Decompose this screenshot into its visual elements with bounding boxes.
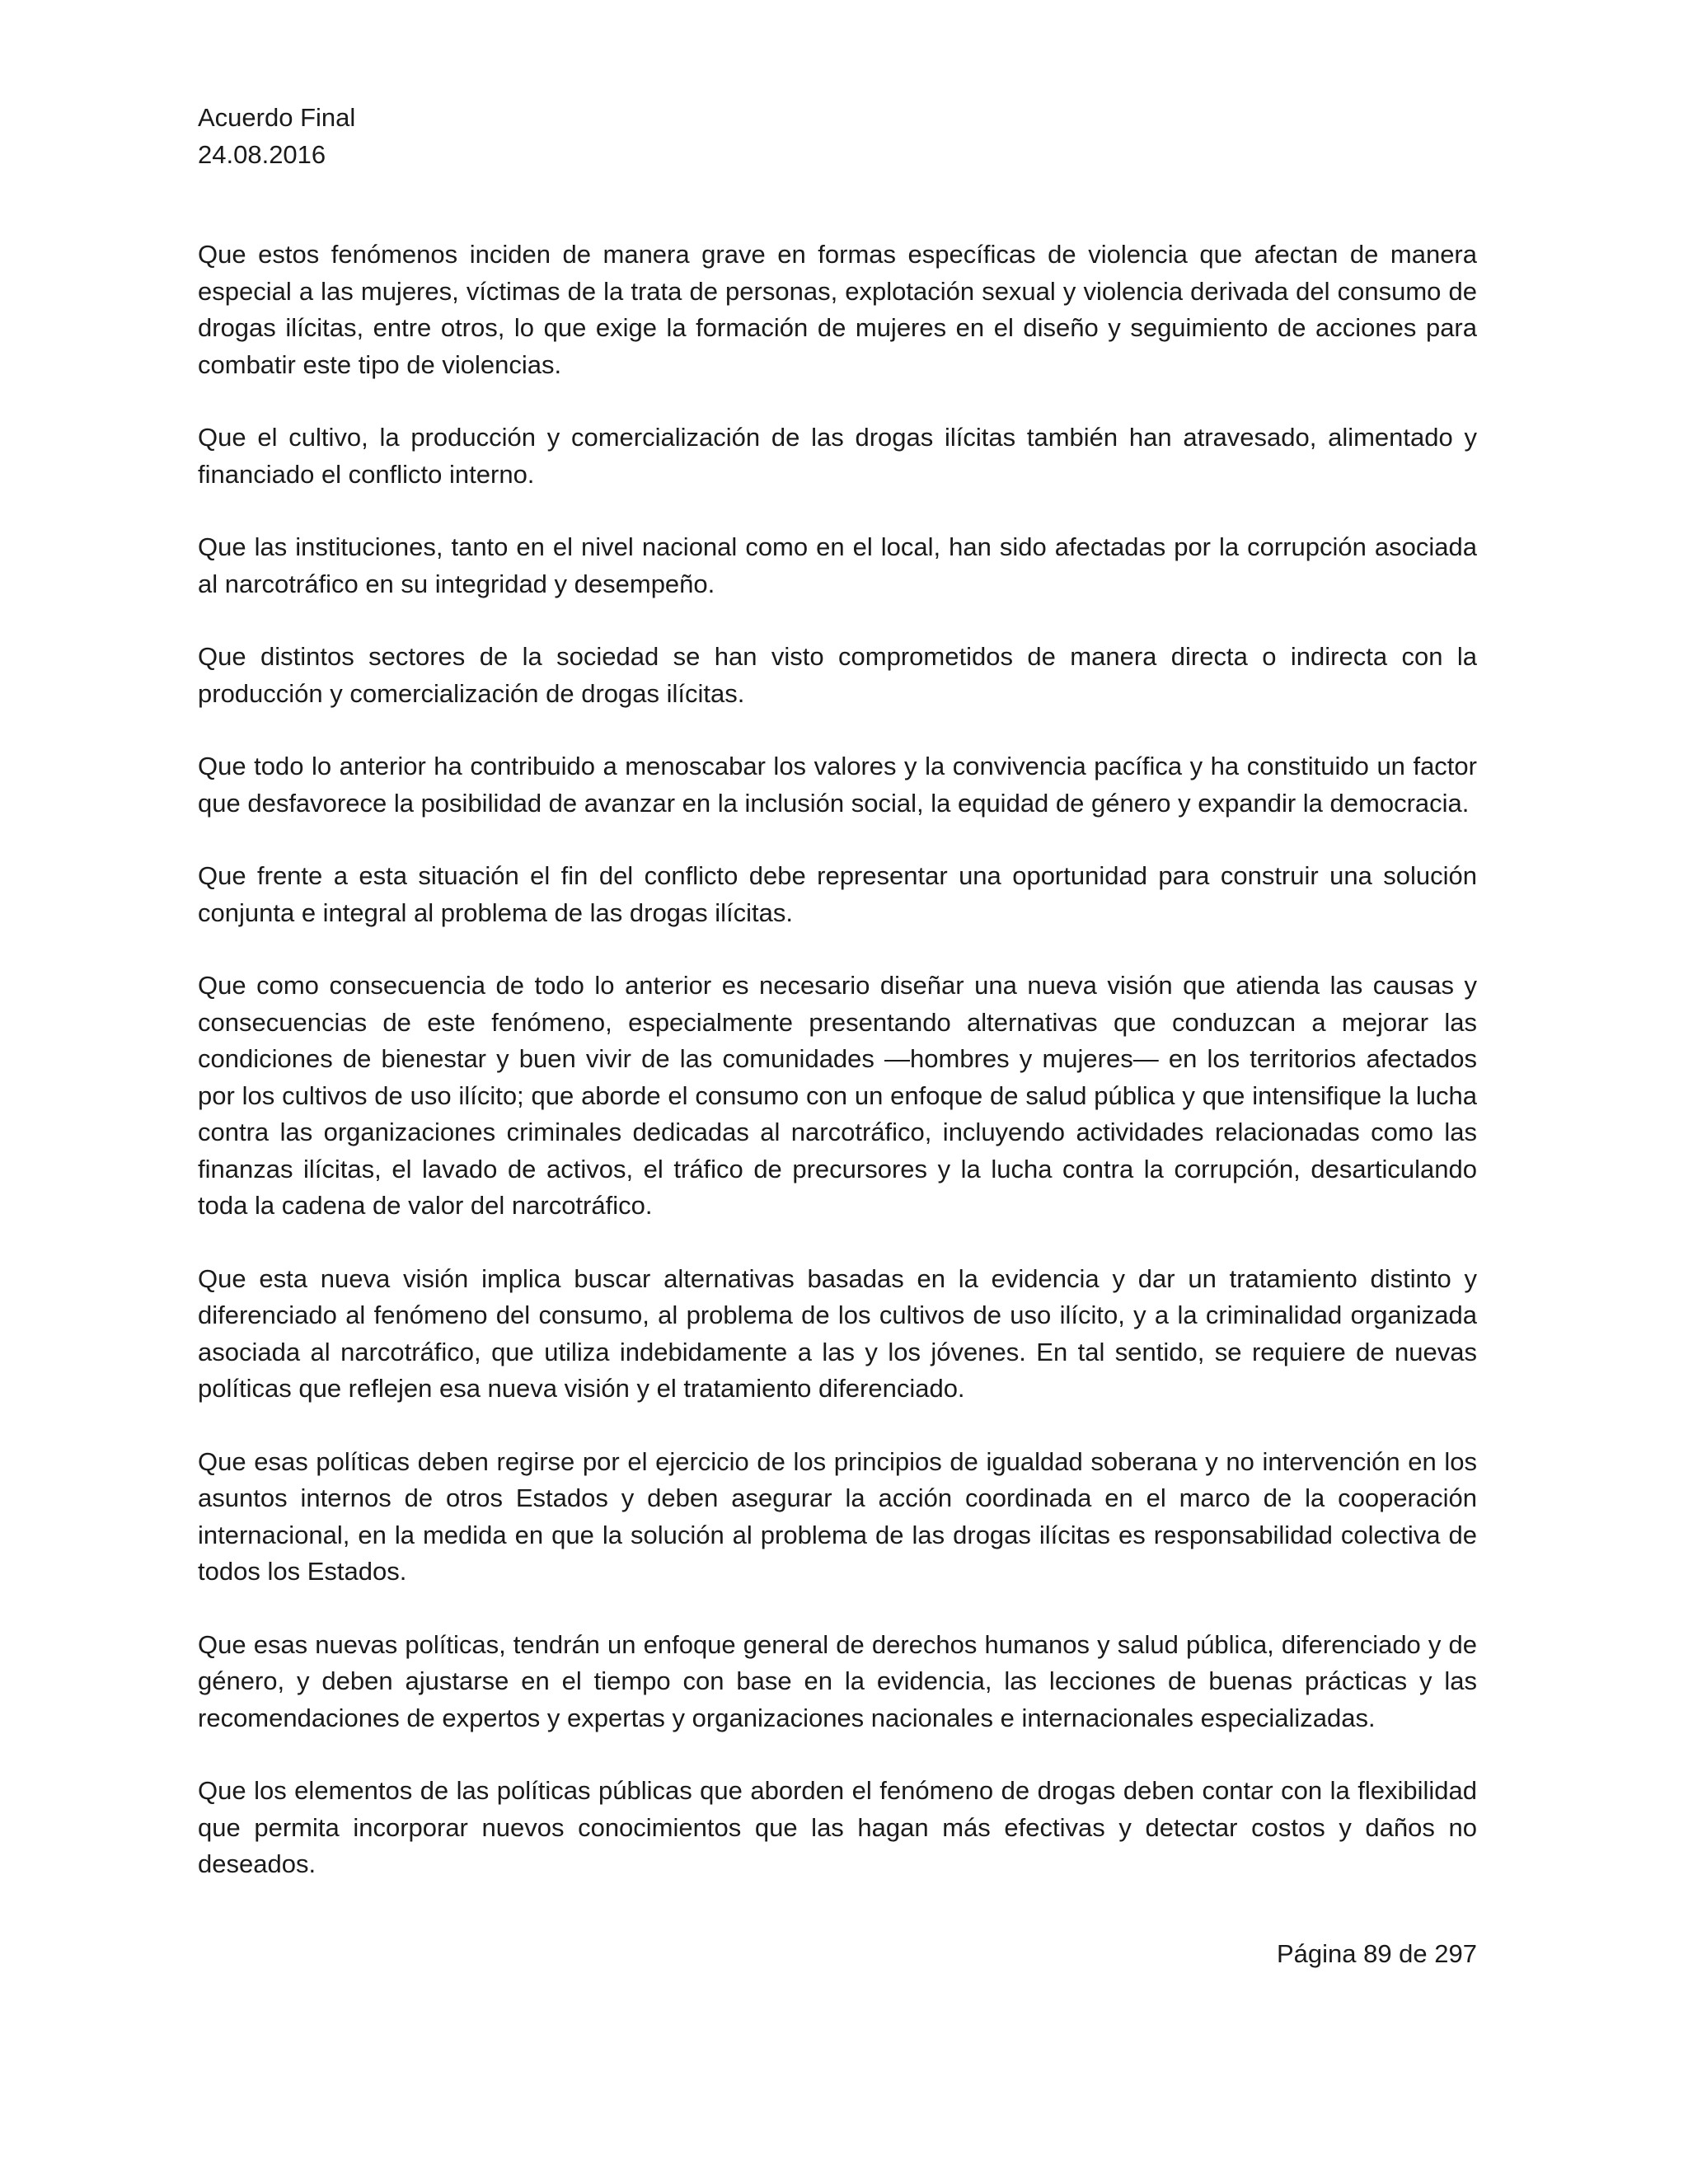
document-body (198, 237, 1477, 1919)
document-date: 24.08.2016 (198, 140, 326, 169)
paragraph: Que los elementos de las políticas públicas que aborden el fenómeno de drogas deben contar con la flexibilidad que permita incorporar nuevos conocimientos que las hagan más efectivas y detectar costos y daños no deseados. (198, 1776, 1477, 1878)
document-header (198, 99, 355, 173)
paragraph: Que todo lo anterior ha contribuido a menoscabar los valores y la convivencia pacífica y ha constituido un factor que desfavorece la posibilidad de avanzar en la inclusión social, la equidad de género y expandir la democracia. (198, 752, 1477, 818)
paragraph: Que como consecuencia de todo lo anterior es necesario diseñar una nueva visión que atienda las causas y consecuencias de este fenómeno, especialmente presentando alternativas que conduzcan a mejorar las condiciones de bienestar y buen vivir de las comunidades —hombres y mujeres— en los territorios afectados por los cultivos de uso ilícito; que aborde el consumo con un enfoque de salud pública y que intensifique la lucha contra las organizaciones criminales dedicadas al narcotráfico, incluyendo actividades relacionadas como las finanzas ilícitas, el lavado de activos, el tráfico de precursores y la lucha contra la corrupción, desarticulando toda la cadena de valor del narcotráfico. (198, 971, 1477, 1220)
paragraph: Que el cultivo, la producción y comercialización de las drogas ilícitas también han atravesado, alimentado y financiado el conflicto interno. (198, 423, 1477, 489)
paragraph: Que esas nuevas políticas, tendrán un enfoque general de derechos humanos y salud pública, diferenciado y de género, y deben ajustarse en el tiempo con base en la evidencia, las lecciones de buenas prácticas y las recomendaciones de expertos y expertas y organizaciones nacionales e internacionales especializadas. (198, 1629, 1477, 1732)
paragraph: Que distintos sectores de la sociedad se han visto comprometidos de manera directa o indirecta con la producción y comercialización de drogas ilícitas. (198, 642, 1477, 708)
paragraph: Que las instituciones, tanto en el nivel nacional como en el local, han sido afectadas por la corrupción asociada al narcotráfico en su integridad y desempeño. (198, 532, 1477, 598)
paragraph: Que esta nueva visión implica buscar alternativas basadas en la evidencia y dar un tratamiento distinto y diferenciado al fenómeno del consumo, al problema de los cultivos de uso ilícito, y a la criminalidad organizada asociada al narcotráfico, que utiliza indebidamente a las y los jóvenes. En tal sentido, se requiere de nuevas políticas que reflejen esa nueva visión y el tratamiento diferenciado. (198, 1263, 1477, 1403)
paragraph: Que esas políticas deben regirse por el ejercicio de los principios de igualdad soberana y no intervención en los asuntos internos de otros Estados y deben asegurar la acción coordinada en el marco de la cooperación internacional, en la medida en que la solución al problema de las drogas ilícitas es responsabilidad colectiva de todos los Estados. (198, 1446, 1477, 1586)
document-title: Acuerdo Final (198, 103, 356, 132)
page-number: Página 89 de 297 (1276, 1939, 1477, 1968)
paragraph: Que frente a esta situación el fin del conflicto debe representar una oportunidad para construir una solución conjunta e integral al problema de las drogas ilícitas. (198, 861, 1477, 927)
paragraph: Que estos fenómenos inciden de manera grave en formas específicas de violencia que afectan de manera especial a las mujeres, víctimas de la trata de personas, explotación sexual y violencia derivada del consumo de drogas ilícitas, entre otros, lo que exige la formación de mujeres en el diseño y seguimiento de acciones para combatir este tipo de violencias. (198, 240, 1477, 379)
